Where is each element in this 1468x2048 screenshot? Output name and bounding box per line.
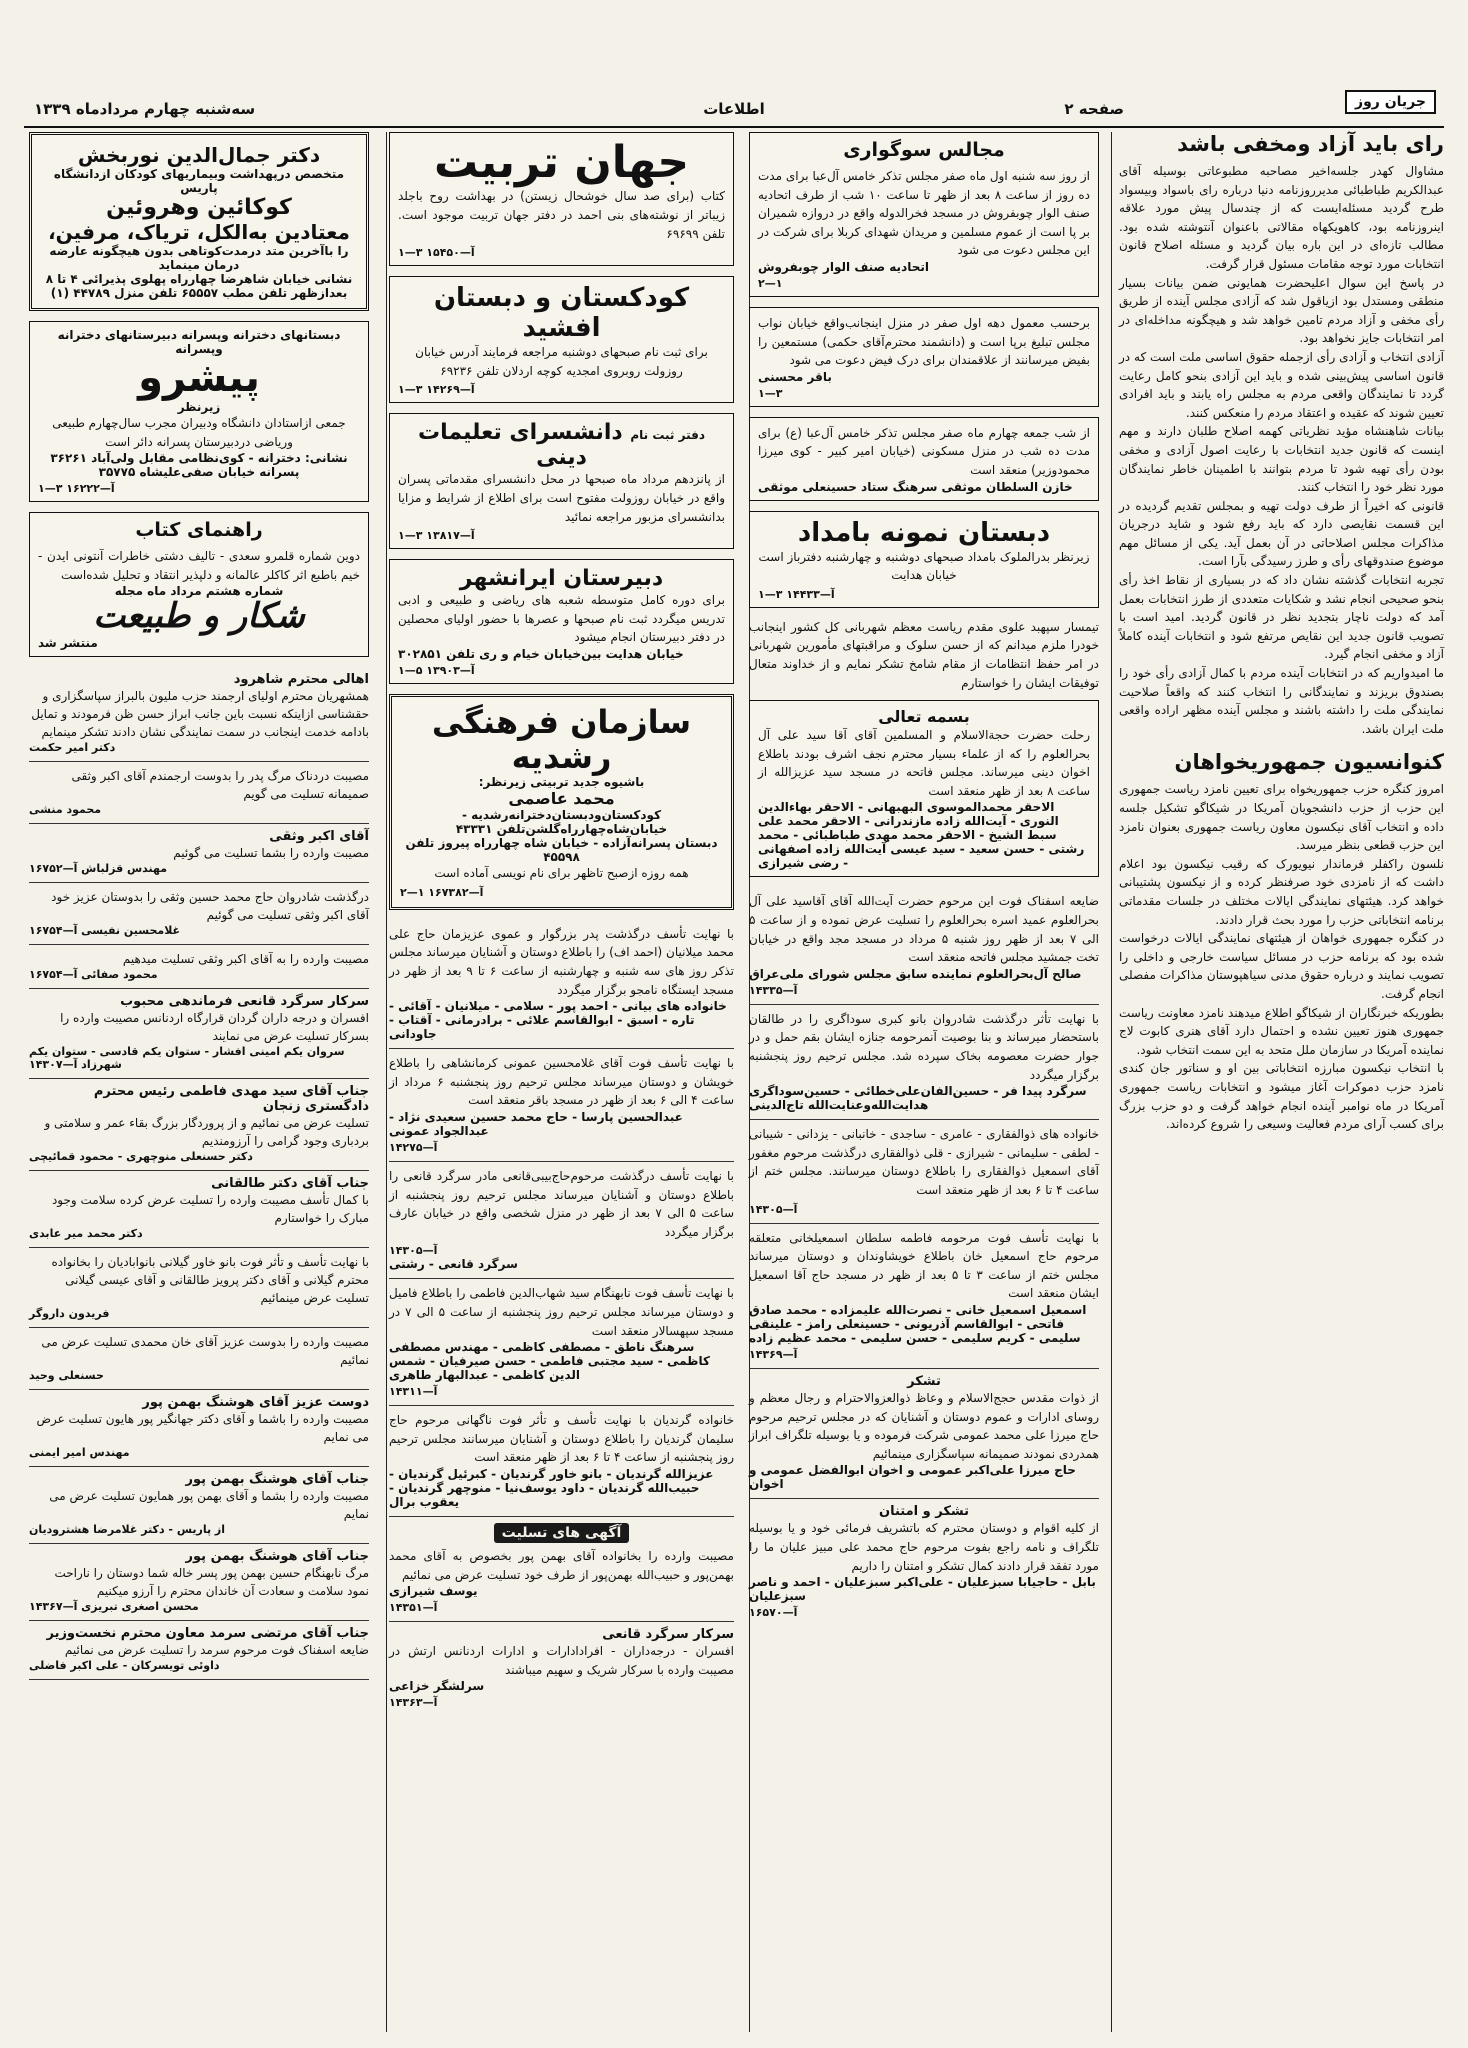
ad-title: جهان تربیت	[433, 137, 690, 188]
ad-code: آ—۱۶۷۳۸۲ ۱—۲	[400, 885, 484, 899]
notice-title: اهالی محترم شاهرود	[233, 671, 369, 687]
condolence-notice	[29, 1390, 369, 1467]
notice-title: جناب آقای هوشنگ بهمن پور	[185, 1548, 369, 1564]
ad-title: پیشرو	[138, 355, 260, 401]
notice-body: مصیبت وارده را بشما و آقای بهمن پور همایون تسلیت عرض می نمایم	[49, 1488, 369, 1521]
condolence-notice	[29, 1248, 369, 1328]
notice-body: مصیبت وارده را بشما تسلیت می گوئیم	[173, 845, 369, 860]
obituary-signatures: اسمعیل اسمعیل خانی - نصرت‌الله علیمزاده - محمد صادق فاتحی - ابوالقاسم آذریونی - حسینعلی رامز - علینقی سلیمی - کریم سلیمی - حسن سلیمی - محمد عظیم زاده	[749, 1302, 1087, 1345]
column-divider	[1111, 132, 1112, 2032]
notice-body: از کلیه اقوام و دوستان محترم که باتشریف فرمائی خود و یا بوسیله تلگراف و نامه راجع بفوت مرحوم حاج محمد علی مبیز علیان ما را مورد تفقد قرار دادند کمال تشکر و امتنان را داریم	[749, 1521, 1099, 1573]
notice-body: مصیبت وارده را بدوست عزیز آقای خان محمدی تسلیت عرض می نمائیم	[41, 1334, 369, 1367]
obituary-signatures: عبدالحسین پارسا - حاج محمد حسین سعیدی نژاد - عبدالجواد عمونی	[389, 1110, 683, 1139]
obituary-body: با نهایت تأثر درگذشت شادروان بانو کبری سوداگری را در طالقان باستحضار میرساند و بنا بوصیت آنمرحومه جنازه ایشان بقم حمل و در جوار حضرت معصومه بخاک سپرده شد. مجلس ترحیم روز پنجشنبه برگزار میگردد	[749, 1011, 1099, 1082]
ad-address: خیابان هدایت بین‌خیابان خیام و ری تلفن ۳۰۲۸۵۱	[398, 646, 684, 661]
obituary-body: خانواده گرندیان با نهایت تأسف و تأثر فوت ناگهانی مرحوم حاج سلیمان گرندیان را باطلاع دوستان و آشنایان میرسانند مجلس ترحیم روز پنجشنبه از ساعت ۴ تا ۶ بعد از ظهر منعقد است	[389, 1413, 734, 1465]
ad-line: همه روزه ازصبح تاظهر برای نام نویسی آماده است	[434, 866, 689, 881]
guide-body: دوین شماره قلمرو سعدی - تالیف دشتی خاطرات آنتونی ایدن - خیم باطبع اثر کاکلر عالمانه و دلپذیر انتقاد و تحلیل شده‌است	[38, 549, 360, 582]
obituary-body: با نهایت تأسف فوت نابهنگام سید شهاب‌الدین فاطمی را باطلاع فامیل و دوستان میرساند مجلس ترحیم روز پنجشنبه از ساعت ۵ الی ۷ در مسجد سپهسالار منعقد است	[389, 1286, 735, 1338]
notice-signature: دکتر امیر حکمت	[29, 740, 116, 754]
school-name: دبستان نمونه بامداد	[797, 517, 1051, 548]
issue-date: سه‌شنبه چهارم مردادماه ۱۳۳۹	[34, 100, 256, 118]
notice-body: افسران و درجه داران گردان قرارگاه اردنانس مصیبت وارده را بسرکار تسلیت عرض می نمایند	[60, 1010, 369, 1043]
editorial-paragraph: آزادی انتخاب و آزادی رأی ازجمله حقوق اساسی ملت است که در قانون اساسی پیش‌بینی شده و باید این آزادی بنحو کامل رعایت گردد تا نمایندگان واقعی مردم به مجلس راه یابند و باید افرادی تعیین شوند که عقیده و اعتقاد مردم را منعکس کنند.	[1119, 349, 1444, 420]
condolence-notice	[29, 989, 369, 1079]
magazine-name: شکار و طبیعت	[93, 596, 305, 637]
condolence-notice	[29, 1544, 369, 1621]
obituary	[749, 1005, 1099, 1120]
school-ad	[389, 413, 734, 549]
ad-code: آ—۱۴۳۳۵	[749, 983, 798, 997]
notice-body: درگذشت شادروان حاج محمد حسین وثقی را بدوستان عزیز خود آقای اکبر وثقی تسلیت می گوئیم	[51, 889, 369, 922]
obituary-body: خانواده های ذوالفقاری - عامری - ساجدی - خانبانی - یزدانی - شیبانی - لطفی - سلیمانی - شیرازی - قلی ذوالفقاری درگذشت مرحوم مغفور آقای اسمعیل ذوالفقاری را باطلاع دوستان میرسانند. مجلس ختم از ساعت ۴ تا ۶ بعد از ظهر منعقد است	[749, 1127, 1099, 1197]
ad-headline: معتادین به‌الکل، تریاک، مرفین،	[48, 220, 350, 244]
ad-title: دانشسرای تعلیمات دینی	[418, 420, 623, 471]
ad-title: سازمان فرهنگی رشدیه	[431, 702, 692, 777]
ad-code: آ—۱۴۳۶۳	[389, 1696, 438, 1710]
obituary	[749, 1120, 1099, 1223]
mourning-notice	[749, 417, 1099, 501]
ad-address: نشانی: دخترانه - کوی‌نظامی مقابل ولی‌آباد ۳۶۲۶۱ پسرانه خیابان صفی‌علیشاه ۳۵۷۷۵	[50, 451, 348, 480]
ad-body: را باآخرین متد درمدت‌کوتاهی بدون هیچگونه عارضه درمان مینماید	[49, 244, 349, 272]
mourning-notice	[749, 307, 1099, 407]
published-note: منتشر شد	[38, 635, 98, 650]
editorial-headline: رای باید آزاد ومخفی باشد	[1177, 132, 1444, 156]
notice-signature: غلامحسین نفیسی آ—۱۶۷۵۴	[29, 923, 181, 937]
obituary	[389, 1162, 734, 1279]
obituary-signatures: عزیزالله گرندیان - بانو خاور گرندیان - کبرئیل گرندیان - حبیب‌الله گرندیان - داود یوسف‌نیا - منوچهر گرندیان - یعقوب برال	[389, 1466, 714, 1509]
ad-tag: دفتر ثبت نام	[630, 428, 705, 443]
obituary-body: با نهایت تأسف درگذشت پدر بزرگوار و عموی عزیزمان حاج علی محمد میلانیان (احمد اف) را باطلاع دوستان و آشنایان میرساند مجلس تذکر روز های سه شنبه و چهارشنبه از ساعت ۶ تا ۹ بعد از ظهر در مسجد ایستگاه نامجو برگزار میگردد	[389, 926, 734, 997]
newspaper-page	[24, 14, 1444, 2034]
notice-body: مصیبت دردناک مرگ پدر را بدوست ارجمندم آقای اکبر وثقی صمیمانه تسلیت می گویم	[71, 768, 369, 801]
notice-signature: مهندس قزلباش آ—۱۶۷۵۲	[29, 861, 168, 875]
notices-column	[749, 132, 1099, 1626]
ad-code: آ—۱۴۴۳۳ ۳—۱	[758, 587, 835, 601]
ads-column	[389, 132, 734, 1716]
condolence-notice	[29, 945, 369, 989]
obituary-signatures: سرگرد پیدا فر - حسین‌الفان‌علی‌خطائی - حسین‌سوداگری هدایت‌الله‌وعنایت‌الله تاج‌الدینی	[749, 1084, 1087, 1113]
ad-body: برای دوره کامل متوسطه شعبه های ریاضی و طبیعی و ادبی تدریس میگردد ثبت نام صبحها و عصرها با حضور اولیای محصلین در دفتر دبیرستان انجام میشود	[398, 593, 725, 645]
school-ad	[29, 321, 369, 502]
notice-signature: سروان یکم امینی افشار - ستوان یکم قادسی - ستوان یکم شهرزاد آ—۱۴۳۰۷	[29, 1044, 345, 1071]
mourning-notice	[749, 132, 1099, 297]
obituary	[389, 1406, 734, 1517]
notice-signature: یوسف شیرازی	[389, 1584, 478, 1599]
condolence-notice	[29, 1467, 369, 1544]
notice-signature: باقر محسنی	[758, 369, 832, 384]
ad-line: دبستان پسرانه‌آزاده - خیابان شاه چهارراه پیروز تلفن ۴۵۵۹۸	[405, 836, 718, 865]
editorial-paragraph: قانونی که اخیراً از طرف دولت تهیه و بمجلس تقدیم گردیده در این قسمت نقایصی دارد که باید رفع شود و شاید درجریان مذاکرات مجلس اصلاحاتی در آن بعمل آید. یکی از مسائل مهم موضوع صندوقهای رأی و طرز رسیدگی بآرا است.	[1119, 498, 1444, 569]
obituary	[389, 1049, 734, 1162]
condolence-notice	[29, 667, 369, 762]
ad-code: آ—۱۴۳۵۱	[389, 1601, 438, 1615]
notice-signature: محسن اصغری تبریزی آ—۱۴۳۶۷	[29, 1599, 199, 1613]
doctor-ad	[29, 132, 369, 311]
column-divider	[386, 132, 387, 2032]
ad-code: ۲—۱	[758, 276, 783, 290]
notice-title: آقای اکبر وثقی	[269, 828, 369, 844]
notice-title: سرکار سرگرد قانعی فرماندهی محبوب	[120, 993, 369, 1009]
obituary	[749, 700, 1099, 877]
notice-signature: از پاریس - دکتر غلامرضا هشترودیان	[29, 1522, 226, 1536]
notice-title: تشکر و امتنان	[879, 1504, 969, 1520]
thanks-notice	[749, 1369, 1099, 1499]
condolence-notice	[29, 762, 369, 824]
ad-title: دبیرستان ایرانشهر	[459, 566, 664, 592]
ad-under: زیرنظر	[177, 400, 221, 414]
ad-code: آ—۱۵۴۵۰ ۳—۱	[398, 246, 475, 260]
notice-title: تشکر	[907, 1373, 941, 1389]
notice-signature: اتحادیه صنف الوار چوبفروش	[758, 259, 929, 274]
notice-body: با کمال تأسف مصیبت وارده را تسلیت عرض کرده سلامت وجود مبارک را خواستارم	[51, 1192, 369, 1225]
condolence-notice	[29, 824, 369, 883]
ad-code: آ—۱۴۲۷۵	[389, 1141, 438, 1155]
ad-code: ۱—۳	[758, 386, 783, 400]
editorial-paragraph: ما امیدواریم که در انتخابات آینده مردم با کمال آزادی رأی خود را بصندوق بریزند و نمایندگانی را انتخاب کنند که واقعاً صلاحیت نمایندگی ملت را داشته باشند و مجلس آینده مظهر اراده واقعی ملت ایران باشد.	[1119, 666, 1444, 736]
notice-title: جناب آقای سید مهدی فاطمی رئیس محترم دادگستری زنجان	[93, 1083, 369, 1114]
ad-code: آ—۱۶۲۲۲ ۳—۱	[38, 482, 115, 496]
editorial-paragraph: تجربه انتخابات گذشته نشان داد که در بسیاری از نقاط اخذ رأی بنحو صحیحی انجام نشد و شکایات متعددی از طرز انتخابات بعمل آمد که دولت ناچار بتجدید نظر در قانون گردید. امید است با تصویب قانون جدید این نقایص مرتفع شود و انتخابات آینده کاملاً آزاد و مخفی انجام گیرد.	[1119, 573, 1444, 662]
thanks-letter: تیمسار سپهبد علوی مقدم ریاست معظم شهربانی کل کشور اینجانب خودرا ملزم میدانم که از حسن سلوک و مراقبتهای مأمورین شهربانی در امر حفظ انتظامات از مقام شامخ تشکر نمایم و از خداوند متعال توفیقات ایشان را خواستارم	[749, 619, 1099, 690]
notice-body: از شب جمعه چهارم ماه صفر مجلس تذکر خامس آل‌عبا (ع) برای مدت ده شب در منزل مسکونی (خیابان امیر کبیر - کوی میرزا محمودوزیر) منعقد است	[758, 425, 1090, 477]
school-ad	[389, 559, 734, 684]
notice-signature: فریدون داروگر	[29, 1306, 110, 1320]
ad-code: آ—۱۳۹۰۳ ۵—۱	[398, 663, 475, 677]
school-ad	[389, 276, 734, 403]
condolence-section	[389, 1517, 734, 1622]
condolence-notice	[29, 1171, 369, 1248]
condolence-notice	[389, 1622, 734, 1716]
notice-signature: سرلشگر خزاعی	[389, 1679, 485, 1694]
notice-body: افسران - درجه‌داران - افرادادارات و ادارات اردنانس ارتش در مصیبت وارده با سرکار شریک و سهیم میباشند	[389, 1644, 734, 1677]
paper-name: اطلاعات	[703, 100, 765, 118]
ad-code: آ—۱۳۸۱۷ ۳—۱	[398, 529, 475, 543]
obituary-body: رحلت حضرت حجة‌الاسلام و المسلمین آقای آقا سید علی آل بحرالعلوم را که از علماء بسیار محترم نجف اشرف بودند باطلاع اخوان دینی میرساند. مجلس فاتحه در مسجد سید عزیزالله از ساعت ۸ بعد از ظهر منعقد است	[758, 728, 1090, 798]
news-paragraph: با انتخاب نیکسون مبارزه انتخاباتی بین او و سناتور جان کندی نامزد حزب دموکرات آغاز میشود و انتخابات ریاست جمهوری آمریکا در ماه نوامبر آینده انجام خواهد گرفت و دو حزب بزرگ برای کسب آرای مردم فعالیت وسیعی را شروع کرده‌اند.	[1119, 1061, 1444, 1132]
ad-body: جمعی ازاستادان دانشگاه ودبیران مجرب سال‌چهارم طبیعی وریاضی دردبیرستان پسرانه دائر است	[52, 416, 346, 449]
obituary-body: با نهایت تأسف فوت مرحومه فاطمه سلطان اسمعیلخانی متعلقه مرحوم حاج اسمعیل خان باطلاع خویشاوندان و دوستان میرساند مجلس ختم از ساعت ۳ تا ۵ بعد از ظهر در مسجد حاج آقا اسمعیل ایشان منعقد است	[749, 1230, 1100, 1301]
obituary-signatures: صالح آل‌بحرالعلوم نماینده سابق مجلس شورای ملی‌عراق	[749, 966, 1082, 981]
condolence-notice	[29, 1079, 369, 1171]
notice-body: با نهایت تأسف و تأثر فوت بانو خاور گیلانی بانوابادیان را بخانواده محترم گیلانی و آقای دکتر پرویز طالقانی و آقای عیسی گیلانی تسلیت عرض مینمائیم	[51, 1254, 369, 1305]
notice-title: دوست عزیز آقای هوشنگ بهمن پور	[142, 1394, 369, 1410]
obituary	[389, 1279, 734, 1406]
notice-body: از ذوات مقدس حجج‌الاسلام و وعاظ ذوالعزوالاحترام و رجال معظم و روسای ادارات و عموم دوستان و آشنایان که در مجلس ترحیم مرحوم حاج میرزا علی محمد عمومی شرکت فرموده و یا بوسیله تلگراف ابراز همدردی نمودند صمیمانه سپاسگزاری مینمائیم	[749, 1390, 1099, 1461]
notice-signature: محمود صفائی آ—۱۶۷۵۴	[29, 967, 158, 981]
news-paragraph: در کنگره جمهوری خواهان از هیئتهای نمایندگی ایالات درخواست شده بود که برنامه حزب در مسائل سیاست خارجی و داخلی را تصویب نمایند و درباره حقوق مدنی سیاهپوستان مذاکرات مفصلی انجام گرفت.	[1119, 931, 1444, 1001]
ad-line: کودکستان‌ودبستان‌دخترانه‌رشدیه - خیابان‌شاه‌چهارراه‌گلشن‌تلفن ۴۳۳۳۱	[455, 808, 668, 837]
column-tag: جریان روز	[1345, 90, 1436, 114]
ad-code: آ—۱۴۳۱۱	[389, 1385, 438, 1399]
thanks-notice	[749, 1499, 1099, 1626]
school-info: زیرنظر بدرالملوک بامداد صبحهای دوشنبه و چهارشنبه دفترباز است خیابان هدایت	[758, 549, 1090, 583]
notice-signature: داوئی تویسرکان - علی اکبر فاضلی	[29, 1658, 220, 1672]
guide-title: راهنمای کتاب	[135, 519, 263, 542]
ad-title: کودکستان و دبستان افشید	[433, 283, 690, 344]
news-paragraph: نلسون راکفلر فرماندار نیویورک که رقیب نیکسون بود اعلام داشت که از نامزدی خود صرفنظر کرده و از نیکسون پشتیبانی خواهد کرد. هیئتهای نمایندگی ایالات مختلف در جلسات مقدماتی برنامه انتخاباتی حزب را مورد بحث قرار دادند.	[1119, 856, 1444, 927]
editorial-column	[1119, 132, 1444, 1134]
obituary-signatures: الاحقر محمدالموسوی البهبهانی - الاحقر بهاءالدین النوری - آیت‌الله زاده مازندرانی - الاحقر محمد علی سبط الشیخ - الاحقر محمد مهدی طباطبائی - محمد رشتی - حسن سعید - سید عیسی آیت‌الله زاده اصفهانی - رضی شیرازی	[758, 800, 1085, 871]
school-ad	[389, 694, 734, 910]
magazine-issue: شماره هشتم مرداد ماه مجله	[114, 584, 284, 599]
condolence-notice	[29, 1328, 369, 1390]
obituary	[749, 887, 1099, 1004]
school-ad	[749, 511, 1099, 608]
ad-code: آ—۱۴۳۰۵	[389, 1244, 438, 1258]
notice-signature: دکتر حسنعلی منوچهری - محمود قمائیچی	[29, 1149, 253, 1163]
bismillah: بسمه تعالی	[878, 707, 970, 727]
notice-signature: دکتر محمد میر عابدی	[29, 1226, 143, 1240]
editorial-paragraph: مشاوال کهدر جلسه‌اخیر مصاحبه مطبوعاتی بوسیله آقای عبدالکریم طباطبائی مدیرروزنامه دنیا درباره رای باسواد وبیسواد طرح گردید مسئله‌ایست که از چندسال پیش مورد علاقه اینروزنامه بود، کاهویکهاه مقالاتی باعنوان آنتوشته شده بود. مطالب تازه‌ای در این باره بیان گردید و مسئله اصلاح قانون انتخابات مورد توجه مقامات مسئول قرار گرفت.	[1119, 164, 1444, 271]
book-guide	[29, 512, 369, 657]
notice-signature: خازن السلطان موثقی سرهنگ ستاد حسینعلی موثقی	[758, 479, 1073, 494]
notice-body: از روز سه شنبه اول ماه صفر مجلس تذکر خامس آل‌عبا برای مدت ده روز از ساعت ۸ بعد از ظهر تا ساعت ۱۰ شب از طرف اتحادیه صنف الوار چوبفروش در مسجد فخرالدوله واقع در دروازه شمیران بر پا است از عموم مسلمین و مریدان شهدای کربلا برای شرکت در این مجلس دعوت می شود	[758, 169, 1091, 258]
ad-body: از پانزدهم مرداد ماه صبحها در محل دانشسرای مقدماتی پسران واقع در خیابان روزولت مفتوح است برای اطلاع از شرایط و مزایا بدانشسرای مزبور مراجعه نمائید	[398, 472, 725, 524]
obituary-body: ضایعه اسفناک فوت این مرحوم حضرت آیت‌الله آقای آقاسید علی آل بحرالعلوم عمید اسره بحرالعلوم را تسلیت عرض نموده و از ساعت ۵ الی ۷ بعد از ظهر روز شنبه ۵ مرداد در مسجد مجد واقع در خیابان تخت جمشید مجلس فاتحه منعقد است	[749, 894, 1099, 965]
notice-signature: حسنعلی وحید	[29, 1368, 104, 1382]
ad-headline: کوکائین وهروئین	[106, 195, 292, 220]
ad-address: نشانی خیابان شاهرضا چهارراه پهلوی پذیرائی ۴ تا ۸ بعدازظهر تلفن مطب ۶۵۵۵۷ تلفن منزل ۴۴۷۸۹ (۱)	[45, 272, 353, 300]
obituary-signatures: سرگرد قانعی - رشتی	[389, 1257, 518, 1272]
notice-body: مرگ نابهنگام حسین بهمن پور پسر خاله شما دوستان را ناراحت نمود سلامت و سعادت آن خاندان محترم را آرزو میکنیم	[54, 1565, 369, 1598]
notice-title: جناب آقای مرتضی سرمد معاون محترم نخست‌وزیر	[46, 1625, 369, 1641]
notice-signature: محمود منشی	[29, 802, 102, 816]
ad-code: آ—۱۴۳۶۹	[749, 1347, 798, 1361]
ad-subtitle: باشیوه جدید تربیتی زیرنظر:	[478, 775, 645, 790]
notice-signature: مهندس امیر ایمنی	[29, 1445, 130, 1459]
notice-body: تسلیت عرض می نمائیم و از پروردگار بزرگ بقاء عمر و سلامتی و بردباری وجود گرامی را آرزومندیم	[44, 1115, 369, 1148]
condolence-notice	[29, 883, 369, 945]
ad-body: کتاب (برای صد سال خوشحال زیستن) در بهداشت روح باجلد زیباتر از نوشته‌های بنی احمد در دفتر جهان تربیت موجود است. تلفن ۶۹۶۹۹	[398, 189, 725, 241]
notice-signature: بابل - حاجیابا سبزعلیان - علی‌اکبر سبزعلیان - احمد و ناصر سبزعلیان	[749, 1575, 1096, 1604]
obituary-body: با نهایت تأسف فوت آقای غلامحسین عمونی کرمانشاهی را باطلاع خویشان و دوستان میرساند مجلس ترحیم روز پنجشنبه ۶ مرداد از ساعت ۴ الی ۶ بعد از ظهر در مسجد باقر منعقد است	[389, 1056, 735, 1108]
notice-title: مجالس سوگواری	[843, 139, 1005, 161]
notice-title: سرکار سرگرد قانعی	[602, 1627, 734, 1643]
masthead	[24, 94, 1444, 128]
notice-body: ضایعه اسفناک فوت مرحوم سرمد را تسلیت عرض می نمائیم	[64, 1642, 369, 1657]
news-headline: کنوانسیون جمهوریخواهان	[1174, 750, 1444, 775]
news-paragraph: بطوریکه خبرنگاران از شیکاگو اطلاع میدهند نامزد معاونت ریاست جمهوری هنوز تعیین نشده و احتمال دارد آقای هنری کابوت لاج نماینده آمریکا در سازمان ملل متحد به این سمت انتخاب شود.	[1119, 1005, 1444, 1057]
ad-code: آ—۱۶۵۷۰	[749, 1606, 798, 1620]
news-paragraph: امروز کنگره حزب جمهوریخواه برای تعیین نامزد ریاست جمهوری این حزب از حزب دانشجویان آمریکا در شیکاگو تشکیل جلسه داده و انتخاب آقای نیکسون معاون ریاست جمهوری بعنوان نامزد این حزب قطعی بنظر میرسد.	[1119, 782, 1444, 853]
doctor-specialty: متخصص درپهداشت وبیماریهای کودکان ازدانشگاه پاریس	[53, 167, 345, 195]
editorial-paragraph: در پاسخ این سوال اعلیحضرت همایونی ضمن بیانات بسیار منطقی ومستدل بود ازیاقول شد که آزادی مجلس آینده از طریق رأی مخفی و آزاد مردم تامین خواهد شد و هیچگونه مداخله‌ای در امر انتخابات جایز نخواهد بود.	[1119, 275, 1444, 346]
obituary	[749, 1224, 1099, 1369]
ad-top: دبستانهای دخترانه وپسرانه دبیرستانهای دخترانه وپسرانه	[57, 328, 341, 356]
notice-title: جناب آقای هوشنگ بهمن پور	[185, 1471, 369, 1487]
editorial-paragraph: بیانات شاهنشاه مؤید نظریاتی کهمه اصلاح طلبان دارند و مهم اینست که قانون جدید انتخابات با رعایت اصول آزادی و مخفی بودن رأی تهیه شود تا مردم بتوانند با اطمینان خاطر نمایندگان مورد نظر خود را انتخاب کنند.	[1119, 424, 1444, 495]
notice-body: همشهریان محترم اولیای ارجمند حزب ملیون بالبراز سپاسگزاری و حقشناسی ازاینکه نسبت باین جانب ابراز حسن ظن فرمودند و تمایل بادامه خدمت اینجانب در سمت نمایندگی نشان دادند تشکر مینمایم	[31, 688, 369, 739]
notice-signature: حاج میرزا علی‌اکبر عمومی و اخوان ابوالفضل عمومی و اخوان	[749, 1463, 1076, 1492]
obituary-signatures: سرهنگ ناطق - مصطفی کاظمی - مهندس مصطفی کاظمی - سید مجتبی فاطمی - حسن صیرفیان - شمس الدین کاظمی - عبدالبهار طاهری	[389, 1340, 710, 1383]
doctor-name: دکتر جمال‌الدین نوربخش	[77, 143, 321, 167]
ads-column-left	[29, 132, 369, 1680]
notice-body: مصیبت وارده را باشما و آقای دکتر جهانگیر پور هایون تسلیت عرض می نمایم	[36, 1411, 369, 1444]
notice-body: مصیبت وارده را به آقای اکبر وثقی تسلیت میدهیم	[122, 951, 369, 966]
obituary	[389, 920, 734, 1049]
ad-body: برای ثبت نام صبحهای دوشنبه مراجعه فرمایند آدرس خیابان روزولت روبروی امجدیه کوچه اردلان تلفن ۶۹۲۳۶	[415, 345, 708, 378]
book-ad	[389, 132, 734, 266]
page-number: صفحه ۲	[1064, 100, 1124, 118]
notice-body: برحسب معمول دهه اول صفر در منزل اینجانب‌واقع خیابان نواب مجلس تبلیغ برپا است و (دانشمند محترم‌آقای حکمی) مستمعین را بفیض میرسانند از علاقمندان برای درک فیض دعوت می شود	[758, 315, 1090, 368]
condolence-list	[29, 667, 369, 1680]
notice-title: جناب آقای دکتر طالقانی	[211, 1175, 369, 1191]
ad-code: آ—۱۴۲۶۹ ۳—۱	[398, 383, 475, 397]
notice-body: مصیبت وارده را بخانواده آقای بهمن پور بخصوص به آقای محمد بهمن‌پور و حبیب‌الله بهمن‌پور از طرف خود تسلیت عرض می نمائیم	[389, 1548, 734, 1582]
condolence-banner: آگهی های تسلیت	[494, 1523, 630, 1543]
ad-code: آ—۱۴۳۰۵	[749, 1202, 798, 1216]
obituary-body: با نهایت تأسف درگذشت مرحوم‌حاج‌بیبی‌قانعی مادر سرگرد قانعی را باطلاع دوستان و آشنایان میرساند مجلس ترحیم روز پنجشنبه از ساعت ۵ الی ۷ بعد از ظهر در منزل شخصی واقع در خیابان عارف برگزار میگردد	[389, 1169, 734, 1239]
obituary-signatures: خانواده های بیانی - احمد پور - سلامی - میلانیان - آقائی - تاره - اسبق - ابوالقاسم علائی - برادرمانی - آقتاب - جاودانی	[389, 999, 727, 1042]
condolence-notice	[29, 1621, 369, 1680]
ad-director: محمد عاصمی	[508, 789, 615, 809]
